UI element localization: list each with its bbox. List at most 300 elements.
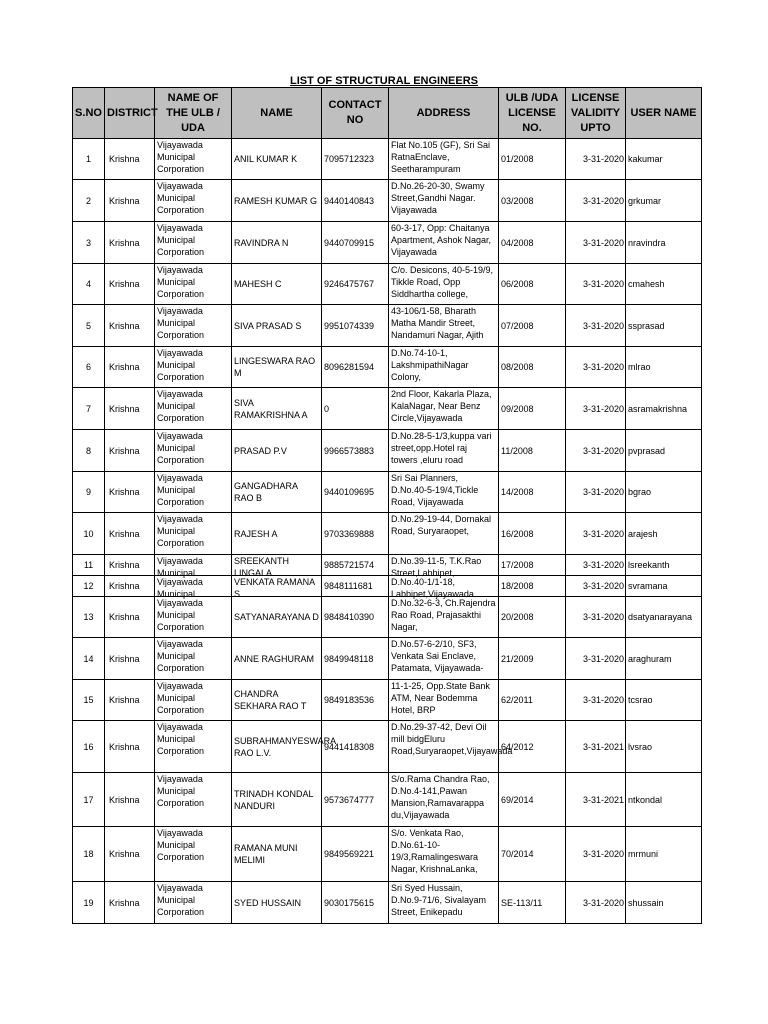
cell-name-text: SREEKANTH LINGALA <box>234 556 290 578</box>
table-row <box>73 264 702 305</box>
col-header-district: DISTRICT <box>105 88 155 139</box>
cell-contact-text: 9703369888 <box>324 528 375 539</box>
cell-user <box>626 721 702 773</box>
cell-address <box>389 827 499 882</box>
cell-ulb <box>155 347 232 388</box>
cell-license-text: 17/2008 <box>501 560 534 570</box>
cell-district <box>105 388 155 430</box>
cell-validity <box>566 827 626 882</box>
cell-address <box>389 773 499 827</box>
cell-validity <box>566 576 626 597</box>
cell-name <box>232 638 322 680</box>
cell-sno <box>73 576 105 597</box>
cell-ulb-text: Vijayawada Municipal Corporation <box>157 681 205 715</box>
cell-license <box>499 827 566 882</box>
cell-sno-text: 15 <box>83 695 94 705</box>
table-row <box>73 513 702 555</box>
cell-license-text: 14/2008 <box>501 487 534 497</box>
cell-license <box>499 139 566 180</box>
cell-ulb-text: Vijayawada Municipal Corporation <box>157 223 205 257</box>
col-header-ulb: NAME OF THE ULB / UDA <box>155 88 232 139</box>
cell-contact <box>322 180 389 222</box>
cell-user-text: svramana <box>628 581 668 591</box>
cell-validity <box>566 388 626 430</box>
cell-district-text: Krishna <box>109 612 140 622</box>
col-header-user: USER NAME <box>626 88 702 139</box>
cell-sno <box>73 180 105 222</box>
cell-sno <box>73 388 105 430</box>
cell-district <box>105 680 155 721</box>
col-header-contact: CONTACT NO <box>322 88 389 139</box>
cell-license <box>499 388 566 430</box>
cell-district-text: Krishna <box>109 320 140 331</box>
cell-license <box>499 222 566 264</box>
cell-sno-text: 2 <box>85 195 91 206</box>
cell-contact <box>322 513 389 555</box>
cell-validity <box>566 555 626 576</box>
cell-sno-text: 10 <box>83 528 94 539</box>
cell-user <box>626 347 702 388</box>
cell-validity <box>566 472 626 513</box>
cell-validity-text: 3-31-2021 <box>582 741 624 752</box>
cell-contact-text: 9849183536 <box>324 695 375 705</box>
cell-name-text: RAVINDRA N <box>234 237 289 248</box>
cell-license <box>499 305 566 347</box>
cell-address-text: D.No.28-5-1/3,kuppa vari street,opp.Hotel raj towers ,eluru road <box>391 431 492 465</box>
cell-sno <box>73 597 105 638</box>
cell-validity-text: 3-31-2020 <box>582 528 624 539</box>
cell-sno-text: 16 <box>83 741 94 752</box>
cell-address-text: 43-106/1-58, Bharath Matha Mandir Street, Nandamuri Nagar, Ajith <box>391 306 484 340</box>
col-header-license: ULB /UDA LICENSE NO. <box>499 88 566 139</box>
cell-validity-text: 3-31-2020 <box>582 195 624 206</box>
cell-name-text: TRINADH KONDAL NANDURI <box>234 788 314 811</box>
cell-name <box>232 576 322 597</box>
cell-user-text: nravindra <box>628 237 666 248</box>
cell-district <box>105 827 155 882</box>
cell-ulb-text: Vijayawada Municipal Corporation <box>157 431 205 465</box>
cell-contact <box>322 264 389 305</box>
cell-name-text: ANNE RAGHURAM <box>234 653 315 664</box>
cell-sno-text: 5 <box>85 320 91 331</box>
cell-address-text: D.No.74-10-1, LakshmipathiNagar Colony, <box>391 348 469 382</box>
cell-ulb <box>155 555 232 576</box>
cell-ulb-text: Vijayawada Municipal Corporation <box>157 181 205 215</box>
cell-sno <box>73 882 105 924</box>
cell-ulb <box>155 139 232 180</box>
cell-address <box>389 388 499 430</box>
engineers-table <box>72 87 702 924</box>
cell-ulb <box>155 472 232 513</box>
cell-user-text: tcsrao <box>628 695 653 705</box>
cell-sno-text: 6 <box>85 362 91 372</box>
cell-district <box>105 347 155 388</box>
cell-validity <box>566 305 626 347</box>
cell-district-text: Krishna <box>109 528 140 539</box>
cell-address-text: D.No.29-37-42, Devi Oil mill bidgEluru Road,Suryaraopet,Vijayawada <box>391 722 513 756</box>
cell-district-text: Krishna <box>109 154 140 164</box>
cell-validity-text: 3-31-2020 <box>582 320 624 331</box>
cell-district-text: Krishna <box>109 741 140 752</box>
cell-ulb <box>155 388 232 430</box>
cell-contact <box>322 882 389 924</box>
cell-address <box>389 347 499 388</box>
cell-sno <box>73 555 105 576</box>
cell-sno-text: 19 <box>83 897 94 908</box>
cell-address <box>389 222 499 264</box>
cell-sno-text: 14 <box>83 653 94 664</box>
cell-address-text: D.No.26-20-30, Swamy Street,Gandhi Nagar. Vijayawada <box>391 181 485 215</box>
table-row <box>73 555 702 576</box>
cell-ulb <box>155 721 232 773</box>
cell-contact <box>322 597 389 638</box>
cell-contact <box>322 305 389 347</box>
cell-name-text: SIVA PRASAD S <box>234 320 302 331</box>
cell-license-text: SE-113/11 <box>501 897 543 908</box>
cell-sno-text: 1 <box>85 154 91 164</box>
cell-validity <box>566 264 626 305</box>
cell-ulb-text: Vijayawada Municipal Corporation <box>157 140 205 174</box>
cell-user <box>626 264 702 305</box>
cell-address <box>389 680 499 721</box>
table-row <box>73 882 702 924</box>
cell-ulb <box>155 264 232 305</box>
cell-sno <box>73 513 105 555</box>
cell-contact <box>322 721 389 773</box>
cell-address <box>389 555 499 576</box>
cell-address <box>389 472 499 513</box>
cell-contact-text: 9440109695 <box>324 487 375 497</box>
cell-user-text: asramakrishna <box>628 403 688 414</box>
page-title: LIST OF STRUCTURAL ENGINEERS <box>289 75 479 87</box>
cell-user <box>626 773 702 827</box>
cell-name-text: VENKATA RAMANA S. <box>234 577 315 599</box>
cell-address-text: S/o.Rama Chandra Rao, D.No.4-141,Pawan Mansion,Ramavarappa du,Vijayawada <box>391 774 490 820</box>
cell-license <box>499 555 566 576</box>
cell-name-text: RAMANA MUNI MELIMI <box>234 843 298 865</box>
cell-sno <box>73 638 105 680</box>
cell-license <box>499 721 566 773</box>
cell-contact <box>322 638 389 680</box>
cell-validity-text: 3-31-2020 <box>582 237 624 248</box>
cell-validity-text: 3-31-2020 <box>582 695 624 705</box>
cell-sno <box>73 305 105 347</box>
cell-license <box>499 638 566 680</box>
cell-address-text: C/o. Desicons, 40-5-19/9, Tikkle Road, Opp Siddhartha college, <box>391 265 494 299</box>
col-header-sno: S.NO <box>73 88 105 139</box>
cell-user <box>626 388 702 430</box>
cell-ulb-text: Vijayawada Municipal Corporation <box>157 348 205 382</box>
cell-sno <box>73 347 105 388</box>
cell-ulb-text: Vijayawada Municipal Corporation <box>157 598 205 632</box>
cell-validity <box>566 597 626 638</box>
cell-sno <box>73 773 105 827</box>
cell-license-text: 64/2012 <box>501 741 534 752</box>
cell-district-text: Krishna <box>109 362 140 372</box>
cell-contact <box>322 472 389 513</box>
cell-validity-text: 3-31-2021 <box>582 794 624 805</box>
cell-contact-text: 9030175615 <box>324 897 375 908</box>
cell-contact-text: 9573674777 <box>324 794 375 805</box>
cell-district <box>105 513 155 555</box>
cell-name <box>232 773 322 827</box>
cell-license <box>499 472 566 513</box>
cell-validity-text: 3-31-2020 <box>582 362 624 372</box>
cell-user-text: kakumar <box>628 154 663 164</box>
cell-validity <box>566 773 626 827</box>
cell-ulb-text: Vijayawada Municipal Corporation <box>157 883 205 917</box>
cell-name-text: RAJESH A <box>234 528 278 539</box>
cell-district-text: Krishna <box>109 653 140 664</box>
cell-user <box>626 555 702 576</box>
cell-user <box>626 638 702 680</box>
cell-district <box>105 430 155 472</box>
cell-user-text: lvsrao <box>628 741 653 752</box>
cell-name-text: MAHESH C <box>234 279 282 289</box>
cell-validity-text: 3-31-2020 <box>582 581 624 591</box>
cell-name <box>232 513 322 555</box>
cell-validity <box>566 222 626 264</box>
cell-contact <box>322 347 389 388</box>
cell-validity-text: 3-31-2020 <box>582 653 624 664</box>
cell-district-text: Krishna <box>109 445 140 456</box>
cell-user-text: ntkondal <box>628 794 663 805</box>
cell-address-text: 2nd Floor, Kakarla Plaza, KalaNagar, Near Benz Circle,Vijayawada <box>391 389 492 423</box>
cell-ulb <box>155 882 232 924</box>
cell-name <box>232 472 322 513</box>
cell-user <box>626 513 702 555</box>
table-row <box>73 347 702 388</box>
cell-sno-text: 11 <box>83 560 94 570</box>
cell-name-text: SATYANARAYANA D <box>234 612 319 622</box>
cell-validity-text: 3-31-2020 <box>582 445 624 456</box>
cell-contact-text: 9441418308 <box>324 741 375 752</box>
col-header-name: NAME <box>232 88 322 139</box>
cell-name <box>232 388 322 430</box>
cell-validity-text: 3-31-2020 <box>582 487 624 497</box>
col-header-validity: LICENSE VALIDITY UPTO <box>566 88 626 139</box>
cell-license <box>499 264 566 305</box>
cell-sno <box>73 264 105 305</box>
cell-name-text: LINGESWARA RAO M <box>234 356 316 378</box>
cell-name <box>232 222 322 264</box>
table-row <box>73 680 702 721</box>
cell-contact <box>322 388 389 430</box>
cell-ulb-text: Vijayawada Municipal Corporation <box>157 639 205 673</box>
cell-validity-text: 3-31-2020 <box>582 154 624 164</box>
table-row <box>73 139 702 180</box>
cell-address <box>389 597 499 638</box>
table-row <box>73 180 702 222</box>
cell-user <box>626 576 702 597</box>
cell-district-text: Krishna <box>109 695 140 705</box>
cell-validity-text: 3-31-2020 <box>582 897 624 908</box>
cell-ulb-text: Vijayawada Municipal Corporation <box>157 514 205 548</box>
cell-sno <box>73 472 105 513</box>
cell-license-text: 18/2008 <box>501 581 534 591</box>
table-row <box>73 472 702 513</box>
cell-user <box>626 222 702 264</box>
cell-name <box>232 721 336 773</box>
cell-district-text: Krishna <box>109 849 140 859</box>
cell-contact-text: 9966573883 <box>324 445 375 456</box>
cell-validity <box>566 882 626 924</box>
cell-district <box>105 882 155 924</box>
cell-address-text: D.No.39-11-5, T.K.Rao Street,Labbipet, <box>391 556 482 578</box>
cell-sno-text: 17 <box>83 794 94 805</box>
cell-address-text: D.No.57-6-2/10, SF3, Venkata Sai Enclave, Patamata, Vijayawada- <box>391 639 484 673</box>
cell-user <box>626 827 702 882</box>
cell-contact-text: 7095712323 <box>324 154 375 164</box>
cell-license-text: 06/2008 <box>501 279 534 289</box>
cell-ulb <box>155 430 232 472</box>
cell-validity <box>566 638 626 680</box>
cell-user-text: dsatyanarayana <box>628 612 693 622</box>
cell-license-text: 01/2008 <box>501 154 534 164</box>
cell-name-text: SIVA RAMAKRISHNA A <box>234 397 308 420</box>
cell-district <box>105 472 155 513</box>
cell-name-text: GANGADHARA RAO B <box>234 481 298 503</box>
table-row <box>73 388 702 430</box>
cell-license <box>499 680 566 721</box>
cell-ulb-text: Vijayawada Municipal Corporation <box>157 722 205 756</box>
cell-sno-text: 7 <box>85 403 91 414</box>
cell-user <box>626 597 702 638</box>
cell-name <box>232 827 322 882</box>
cell-sno <box>73 430 105 472</box>
cell-license-text: 08/2008 <box>501 362 534 372</box>
cell-validity <box>566 680 626 721</box>
cell-sno <box>73 827 105 882</box>
cell-address <box>389 139 499 180</box>
cell-contact-text: 9246475767 <box>324 279 375 289</box>
cell-address <box>389 882 499 924</box>
cell-contact <box>322 576 389 597</box>
cell-user-text: arajesh <box>628 528 658 539</box>
cell-contact-text: 9440140843 <box>324 195 375 206</box>
cell-user-text: araghuram <box>628 653 672 664</box>
cell-ulb <box>155 680 232 721</box>
cell-validity <box>566 180 626 222</box>
cell-address <box>389 721 513 773</box>
cell-district-text: Krishna <box>109 403 140 414</box>
cell-name <box>232 680 322 721</box>
cell-validity-text: 3-31-2020 <box>582 560 624 570</box>
cell-name-text: SYED HUSSAIN <box>234 897 302 908</box>
cell-user-text: mlrao <box>628 362 651 372</box>
cell-address <box>389 264 499 305</box>
cell-license-text: 11/2008 <box>501 445 533 456</box>
cell-validity <box>566 513 626 555</box>
cell-district <box>105 773 155 827</box>
cell-address <box>389 430 499 472</box>
cell-name-text: ANIL KUMAR K <box>234 154 298 164</box>
cell-user <box>626 305 702 347</box>
cell-user-text: lsreekanth <box>628 560 670 570</box>
cell-ulb-text: Vijayawada Municipal Corporation <box>157 774 205 808</box>
cell-validity-text: 3-31-2020 <box>582 403 624 414</box>
cell-contact-text: 8096281594 <box>324 362 375 372</box>
cell-license-text: 16/2008 <box>501 528 534 539</box>
table-row <box>73 773 702 827</box>
cell-user-text: pvprasad <box>628 445 666 456</box>
cell-district <box>105 139 155 180</box>
cell-contact <box>322 680 389 721</box>
cell-name <box>232 555 322 576</box>
cell-user <box>626 430 702 472</box>
cell-validity <box>566 347 626 388</box>
cell-license-text: 04/2008 <box>501 237 534 248</box>
cell-name-text: RAMESH KUMAR G <box>234 195 318 206</box>
cell-license-text: 20/2008 <box>501 612 534 622</box>
cell-district <box>105 597 155 638</box>
cell-license <box>499 430 566 472</box>
cell-ulb-text: Vijayawada Municipal <box>157 556 203 578</box>
cell-district <box>105 180 155 222</box>
cell-district-text: Krishna <box>109 237 140 248</box>
cell-address-text: Sri Syed Hussain, D.No.9-71/6, Sivalayam Street, Enikepadu <box>391 883 487 917</box>
cell-ulb-text: Vijayawada Municipal Corporation <box>157 473 205 507</box>
cell-name <box>232 430 322 472</box>
cell-validity <box>566 139 626 180</box>
cell-sno <box>73 139 105 180</box>
cell-sno-text: 13 <box>83 612 94 622</box>
cell-name <box>232 180 322 222</box>
cell-ulb-text: Vijayawada Municipal Corporation <box>157 389 205 423</box>
cell-sno-text: 9 <box>85 487 91 497</box>
cell-ulb-text: Vijayawada Municipal Corporation <box>157 265 205 299</box>
cell-license-text: 69/2014 <box>501 794 534 805</box>
cell-district-text: Krishna <box>109 279 140 289</box>
cell-address-text: Sri Sai Planners, D.No.40-5-19/4,Tickle Road, Vijayawada <box>391 473 479 507</box>
cell-ulb-text: Vijayawada Municipal Corporation <box>157 828 205 862</box>
cell-district <box>105 555 155 576</box>
cell-name <box>232 264 322 305</box>
table-row <box>73 827 702 882</box>
cell-address <box>389 180 499 222</box>
cell-name-text: PRASAD P.V <box>234 445 287 456</box>
cell-ulb <box>155 222 232 264</box>
cell-address-text: Flat No.105 (GF), Sri Sai RatnaEnclave, Seetharampuram <box>391 140 491 174</box>
table-row <box>73 721 702 773</box>
cell-user <box>626 882 702 924</box>
cell-user-text: mrmuni <box>628 849 659 859</box>
cell-ulb <box>155 638 232 680</box>
cell-district <box>105 721 155 773</box>
cell-license <box>499 347 566 388</box>
cell-address-text: D.No.29-19-44, Dornakal Road, Suryaraopet, <box>391 514 492 536</box>
cell-district <box>105 638 155 680</box>
cell-contact-text: 9885721574 <box>324 560 375 570</box>
cell-user-text: ssprasad <box>628 320 665 331</box>
header-row <box>73 88 702 139</box>
cell-address-text: D.No.32-6-3, Ch.Rajendra Rao Road, Prajasakthi Nagar, <box>391 598 496 632</box>
cell-name <box>232 139 322 180</box>
cell-sno <box>73 721 105 773</box>
cell-validity <box>566 430 626 472</box>
cell-license-text: 07/2008 <box>501 320 534 331</box>
cell-license-text: 21/2009 <box>501 653 534 664</box>
cell-license-text: 03/2008 <box>501 195 534 206</box>
cell-contact-text: 9849948118 <box>324 653 374 664</box>
cell-sno-text: 12 <box>83 581 94 591</box>
cell-license-text: 62/2011 <box>501 695 533 705</box>
cell-contact-text: 9951074339 <box>324 320 375 331</box>
cell-contact <box>322 773 389 827</box>
cell-sno-text: 4 <box>85 279 91 289</box>
cell-name <box>232 882 322 924</box>
cell-district-text: Krishna <box>109 487 140 497</box>
